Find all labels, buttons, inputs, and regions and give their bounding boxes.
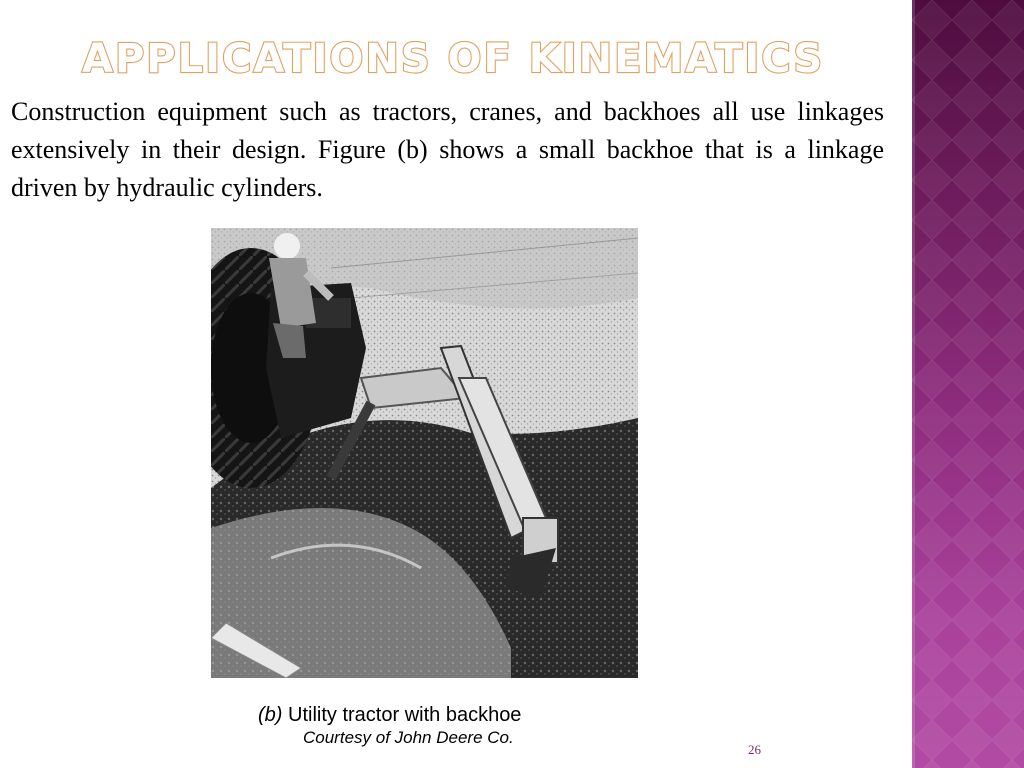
slide-title: APPLICATIONS OF KINEMATICS [82,36,825,82]
caption-title [258,703,521,727]
figure-caption [258,703,522,747]
caption-letter: (b) [258,704,283,726]
body-paragraph: Construction equipment such as tractors, cranes, and backhoes all use linkages extensively in their design. Figure (b) shows a small backhoe that is a linkage driven by hydraulic cylinders. [11,97,884,202]
diamond-pattern [912,0,1024,768]
page-number: 26 [748,742,761,757]
backhoe-illustration [211,228,638,678]
decorative-side-band [912,0,1024,768]
backhoe-photo [211,228,638,678]
caption-credit: Courtesy of John Deere Co. [303,728,514,747]
caption-text: Utility tractor with backhoe [288,704,522,726]
